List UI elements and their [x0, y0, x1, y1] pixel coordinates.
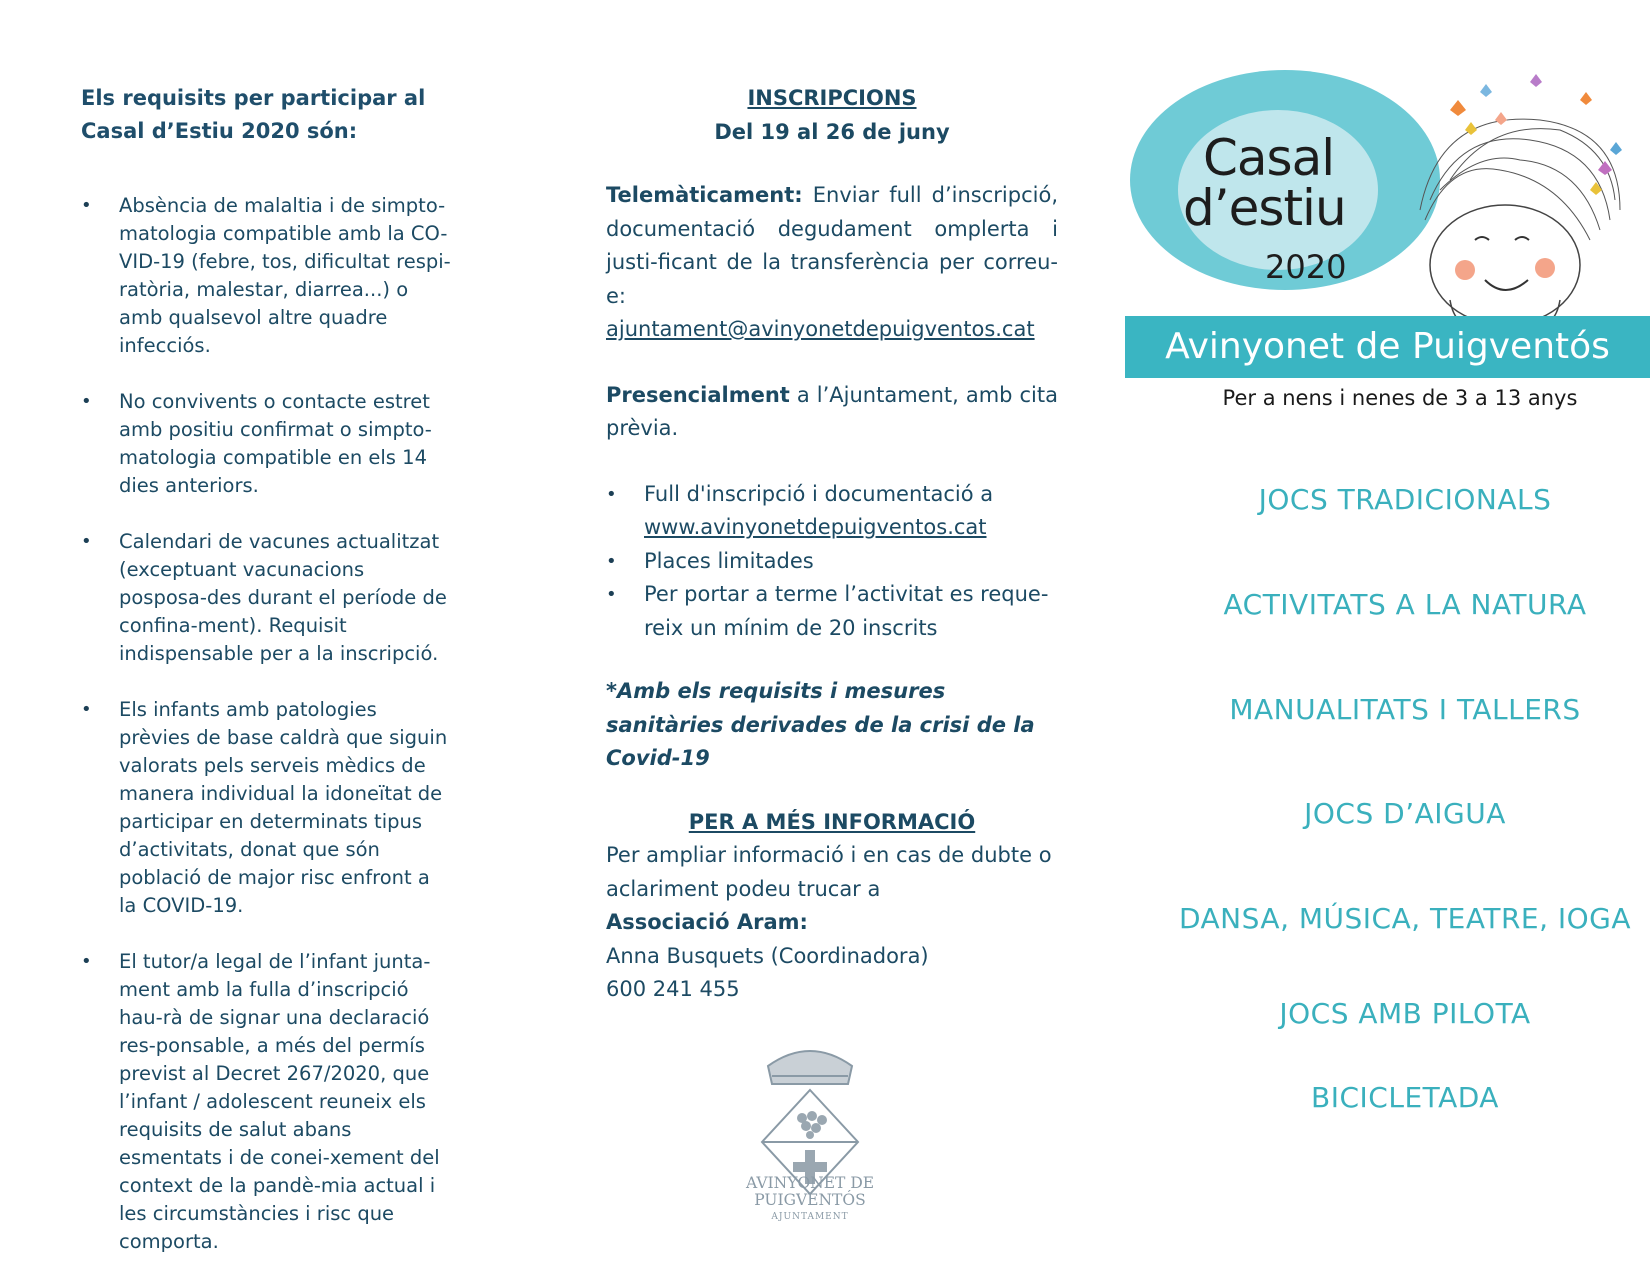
- logo-line: AVINYONET DE: [745, 1174, 875, 1192]
- list-item: [606, 578, 1058, 645]
- list-item: [81, 528, 453, 668]
- requirements-heading: Els requisits per participar al Casal d’Estiu 2020 són:: [81, 86, 426, 143]
- requirement-text: Calendari de vacunes actualitzat (exceptuant vacunacions posposa-des durant el període de confina-ment). Requisit indispensable per a la inscripció.: [119, 530, 447, 665]
- info-title: PER A MÉS INFORMACIÓ: [688, 809, 976, 834]
- phone-number: 600 241 455: [606, 977, 740, 1001]
- requirement-text: Els infants amb patologies prèvies de base caldrà que siguin valorats pels serveis mèdics de manera individual la idoneïtat de participar en determinats tipus d’activitats, donat que són població de major risc enfront a la COVID-19.: [119, 698, 448, 917]
- bullet: •: [606, 550, 617, 572]
- registration-column: [606, 82, 1058, 1007]
- logo-subline: AJUNTAMENT: [771, 1212, 849, 1222]
- info-text: Per ampliar informació i en cas de dubte o aclariment podeu trucar a: [606, 843, 1052, 901]
- activity-item: DANSA, MÚSICA, TEATRE, IOGA: [1178, 902, 1632, 935]
- presencial-text: a l’Ajuntament, amb cita prèvia.: [606, 382, 1058, 440]
- casal-title: [1183, 129, 1346, 237]
- age-range-subtitle: Per a nens i nenes de 3 a 13 anys: [1222, 386, 1578, 410]
- list-item: [81, 696, 453, 920]
- requirements-column: [81, 82, 453, 1284]
- telematic-text: Enviar full d’inscripció, documentació degudament omplerta i justi-ficant de la transferència per correu-e:: [606, 183, 1058, 308]
- association-name: Associació Aram:: [606, 910, 808, 934]
- presencial-paragraph: [606, 379, 1058, 446]
- activity-item: JOCS TRADICIONALS: [1258, 483, 1552, 516]
- bullet: •: [81, 951, 92, 972]
- title-line: Casal: [1203, 129, 1335, 187]
- email-link[interactable]: ajuntament@avinyonetdepuigventos.cat: [606, 317, 1035, 341]
- list-text: Per portar a terme l’activitat es reque-reix un mínim de 20 inscrits: [644, 582, 1049, 640]
- requirement-text: Absència de malaltia i de simpto-matologia compatible amb la CO-VID-19 (febre, tos, dificultat respi-ratòria, malestar, diarrea...) o amb qualsevol altre quadre infecciós.: [119, 194, 451, 357]
- list-item: [606, 478, 1058, 545]
- registration-dates: Del 19 al 26 de juny: [714, 119, 950, 144]
- child-drawing-icon: [1420, 74, 1622, 350]
- contact-name: Anna Busquets (Coordinadora): [606, 943, 929, 968]
- list-item: [81, 192, 453, 360]
- title-line: d’estiu: [1183, 179, 1346, 237]
- inscripcions-title: INSCRIPCIONS: [747, 86, 917, 110]
- list-item: [81, 388, 453, 500]
- bullet: •: [606, 584, 617, 605]
- website-link[interactable]: www.avinyonetdepuigventos.cat: [644, 515, 987, 539]
- bullet: •: [81, 391, 92, 412]
- bullet: •: [81, 531, 92, 552]
- activity-item: JOCS AMB PILOTA: [1279, 997, 1531, 1030]
- requirements-list: [81, 192, 453, 1256]
- list-text: Places limitades: [644, 548, 814, 573]
- logo-line: PUIGVENTÓS: [754, 1191, 866, 1209]
- municipal-logo-text: [730, 1175, 890, 1226]
- casal-year: 2020: [1265, 248, 1347, 286]
- registration-list: [606, 478, 1058, 646]
- list-item: [606, 545, 1058, 579]
- activity-item: MANUALITATS I TALLERS: [1229, 693, 1581, 726]
- activity-item: JOCS D’AIGUA: [1304, 797, 1506, 830]
- telematic-paragraph: [606, 179, 1058, 347]
- bullet: •: [606, 483, 617, 505]
- bullet: •: [81, 195, 92, 216]
- health-note: *Amb els requisits i mesures sanitàries derivades de la crisi de la Covid-19: [606, 679, 1035, 770]
- requirement-text: No convivents o contacte estret amb positiu confirmat o simpto-matologia compatible en els 14 dies anteriors.: [119, 390, 432, 497]
- activity-item: ACTIVITATS A LA NATURA: [1223, 588, 1587, 621]
- list-text: Full d'inscripció i documentació a: [644, 481, 994, 506]
- list-item: [81, 948, 453, 1256]
- bullet: •: [81, 699, 92, 720]
- town-name: Avinyonet de Puigventós: [1165, 326, 1610, 367]
- telematic-label: Telemàticament:: [606, 183, 803, 207]
- activity-item: BICICLETADA: [1311, 1081, 1499, 1114]
- requirement-text: El tutor/a legal de l’infant junta-ment amb la fulla d’inscripció hau-rà de signar una declaració res-ponsable, a més del permís previst al Decret 267/2020, que l’infant / adolescent reuneix els requisits de salut abans esmentats i de conei-xement del context de la pandè-mia actual i les circumstàncies i risc que comporta.: [119, 950, 440, 1253]
- presencial-label: Presencialment: [606, 382, 790, 407]
